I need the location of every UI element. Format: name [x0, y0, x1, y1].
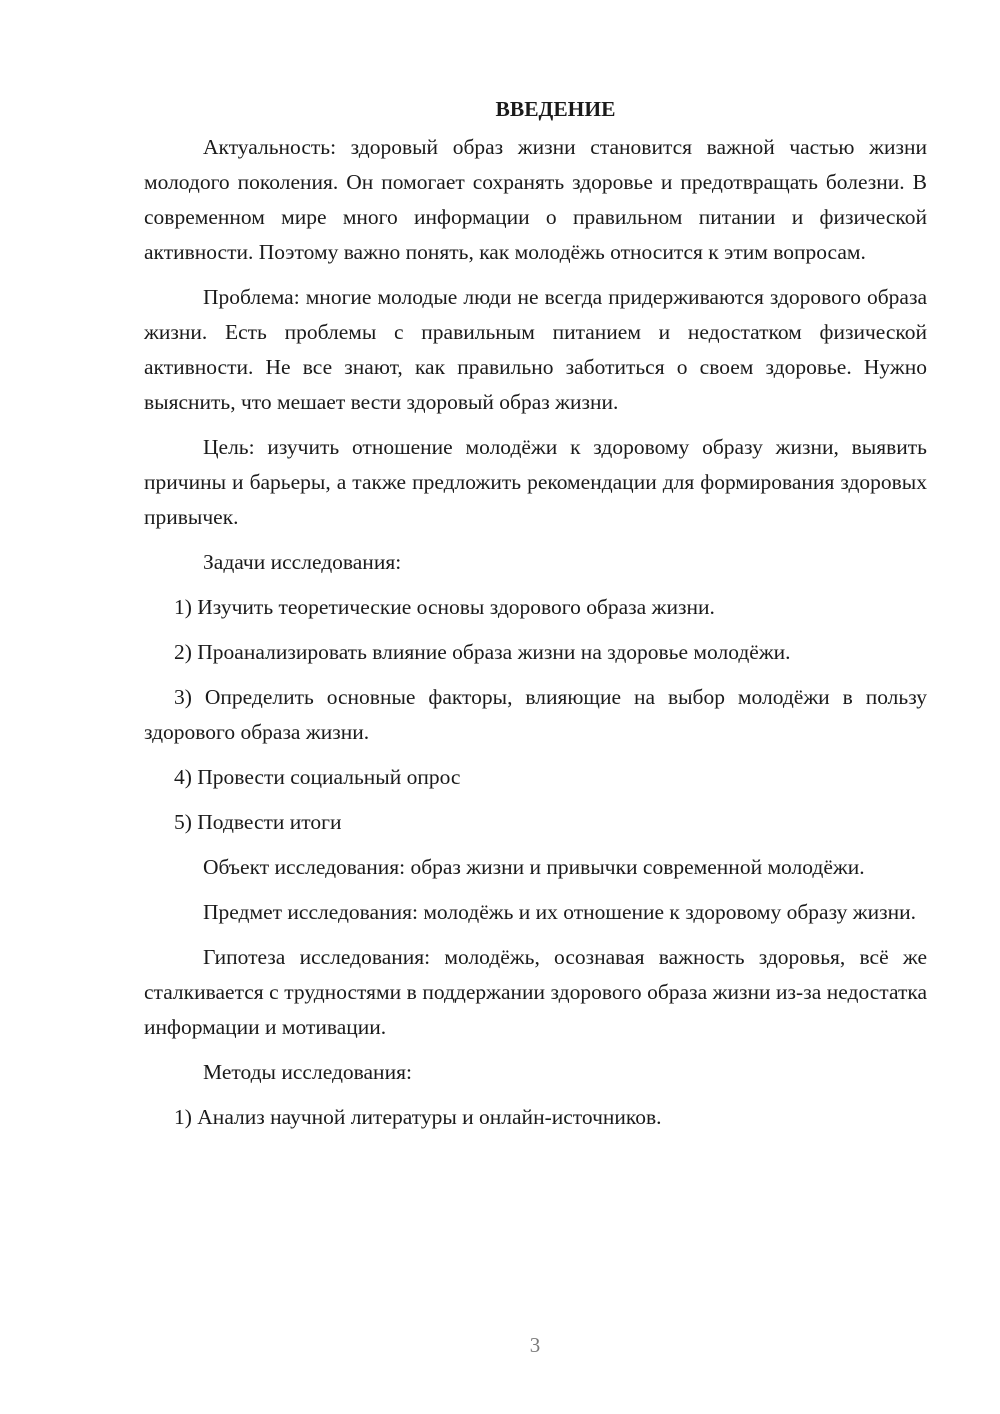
method-item: 1) Анализ научной литературы и онлайн-источников. — [174, 1105, 662, 1129]
tasks-heading: Задачи исследования: — [203, 550, 402, 574]
page-content — [144, 92, 927, 1145]
subject-paragraph: Предмет исследования: молодёжь и их отношение к здоровому образу жизни. — [203, 900, 917, 924]
task-item: 3) Определить основные факторы, влияющие на выбор молодёжи в пользу здорового образа жизни. — [144, 685, 927, 744]
methods-heading: Методы исследования: — [203, 1060, 412, 1084]
relevance-paragraph: Актуальность: здоровый образ жизни становится важной частью жизни молодого поколения. Он помогает сохранять здоровье и предотвращать болезни. В современном мире много информации о правильном питании и физической активности. Поэтому важно понять, как молодёжь относится к этим вопросам. — [144, 135, 927, 264]
goal-paragraph: Цель: изучить отношение молодёжи к здоровому образу жизни, выявить причины и барьеры, а также предложить рекомендации для формирования здоровых привычек. — [144, 435, 927, 529]
object-paragraph: Объект исследования: образ жизни и привычки современной молодёжи. — [203, 855, 865, 879]
task-item: 4) Провести социальный опрос — [174, 765, 461, 789]
hypothesis-paragraph: Гипотеза исследования: молодёжь, осознавая важность здоровья, всё же сталкивается с трудностями в поддержании здорового образа жизни из-за недостатка информации и мотивации. — [144, 945, 927, 1039]
page-number: 3 — [529, 1333, 541, 1357]
problem-paragraph: Проблема: многие молодые люди не всегда придерживаются здорового образа жизни. Есть проблемы с правильным питанием и недостатком физической активности. Не все знают, как правильно заботиться о своем здоровье. Нужно выяснить, что мешает вести здоровый образ жизни. — [144, 285, 927, 414]
task-item: 1) Изучить теоретические основы здорового образа жизни. — [174, 595, 715, 619]
task-item: 5) Подвести итоги — [174, 810, 342, 834]
task-item: 2) Проанализировать влияние образа жизни на здоровье молодёжи. — [174, 640, 791, 664]
section-heading: ВВЕДЕНИЕ — [495, 97, 616, 121]
